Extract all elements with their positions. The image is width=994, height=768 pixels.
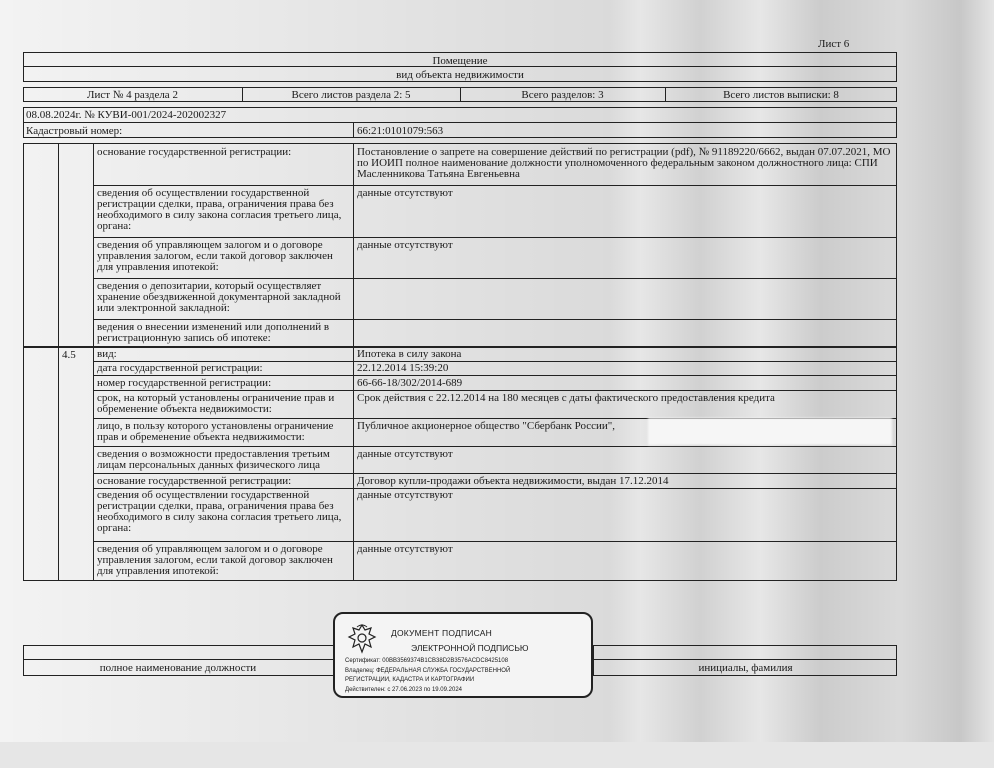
position-label: полное наименование должности bbox=[99, 662, 257, 674]
row-term-label: срок, на который установлены ограничение прав и обременение объекта недвижимости: bbox=[97, 392, 335, 415]
total-section-sheets: Всего листов раздела 2: 5 bbox=[291, 89, 411, 101]
sheet-number: Лист 6 bbox=[818, 38, 850, 50]
row-kind-value: Ипотека в силу закона bbox=[357, 348, 462, 360]
stamp-validity: Действителен: с 27.06.2023 по 19.09.2024 bbox=[345, 687, 462, 693]
total-sections: Всего разделов: 3 bbox=[521, 89, 604, 101]
section-sheet: Лист № 4 раздела 2 bbox=[87, 89, 178, 101]
initials-label: инициалы, фамилия bbox=[698, 662, 793, 674]
digital-signature-stamp bbox=[333, 612, 593, 698]
stamp-title: ДОКУМЕНТ ПОДПИСАН bbox=[391, 628, 492, 638]
object-type-caption: вид объекта недвижимости bbox=[396, 69, 524, 81]
total-extract-sheets: Всего листов выписки: 8 bbox=[723, 89, 839, 101]
record-number: 4.5 bbox=[62, 349, 76, 361]
row-pledge-manager-label: сведения об управляющем залогом и о договоре управления залогом, если такой договор заключен для управления ипотекой: bbox=[97, 239, 333, 273]
cadastral-number-label: Кадастровый номер: bbox=[26, 125, 123, 137]
stamp-owner-2: РЕГИСТРАЦИИ, КАДАСТРА И КАРТОГРАФИИ bbox=[345, 677, 475, 683]
row-registration-basis-value: Постановление о запрете на совершение действий по регистрации (pdf), № 91189220/6662, выдан 07.07.2021, МО по ИОИП полное наименование должности уполномоченного федеральным законом должностного лица: СПИ Масленникова Татьяна Евгеньевна bbox=[357, 146, 891, 180]
row-reg-date-value: 22.12.2014 15:39:20 bbox=[357, 362, 449, 374]
scanner-margin bbox=[0, 742, 994, 768]
row-depositary-label: сведения о депозитарии, который осуществляет хранение обездвиженной документарной закладной или электронной закладной: bbox=[97, 280, 341, 314]
row-changes-label: ведения о внесении изменений или дополнений в регистрационную запись об ипотеке: bbox=[97, 321, 330, 344]
stamp-certificate: Сертификат: 00BB3569374B1CB38D2B3576ACDC8425108 bbox=[345, 658, 509, 664]
row-pledge-manager-value: данные отсутствуют bbox=[357, 239, 453, 251]
row-consent-value: данные отсутствуют bbox=[357, 187, 453, 199]
row-reg-number-label: номер государственной регистрации: bbox=[97, 377, 272, 389]
row-consent-2-label: сведения об осуществлении государственной регистрации сделки, права, ограничения права без необходимого в силу закона согласия третьего лица, органа: bbox=[97, 489, 342, 534]
row-personal-data-label: сведения о возможности предоставления третьим лицам персональных данных физического лица bbox=[97, 448, 330, 471]
object-type-title: Помещение bbox=[432, 55, 488, 67]
cadastral-number-value: 66:21:0101079:563 bbox=[357, 125, 444, 137]
extract-date-number: 08.08.2024г. № КУВИ-001/2024-202002327 bbox=[26, 109, 227, 121]
row-pledge-manager-2-label: сведения об управляющем залогом и о договоре управления залогом, если такой договор заключен для управления ипотекой: bbox=[97, 543, 333, 577]
row-term-value: Срок действия с 22.12.2014 на 180 месяцев с даты фактического предоставления кредита bbox=[357, 392, 775, 404]
row-beneficiary-label: лицо, в пользу которого установлены ограничение прав и обременение объекта недвижимости: bbox=[97, 420, 334, 443]
stamp-subtitle: ЭЛЕКТРОННОЙ ПОДПИСЬЮ bbox=[411, 643, 529, 653]
row-kind-label: вид: bbox=[97, 348, 117, 360]
row-basis-value: Договор купли-продажи объекта недвижимости, выдан 17.12.2014 bbox=[357, 475, 669, 487]
row-pledge-manager-2-value: данные отсутствуют bbox=[357, 543, 453, 555]
row-basis-label: основание государственной регистрации: bbox=[97, 475, 292, 487]
row-reg-date-label: дата государственной регистрации: bbox=[97, 362, 263, 374]
row-registration-basis-label: основание государственной регистрации: bbox=[97, 146, 292, 158]
row-beneficiary-value: Публичное акционерное общество "Сбербанк России", bbox=[357, 420, 616, 432]
coat-of-arms-icon bbox=[345, 622, 379, 656]
row-consent-label: сведения об осуществлении государственной регистрации сделки, права, ограничения права без необходимого в силу закона согласия третьего лица, органа: bbox=[97, 187, 342, 232]
redacted-area bbox=[648, 418, 892, 445]
row-reg-number-value: 66-66-18/302/2014-689 bbox=[357, 377, 463, 389]
row-consent-2-value: данные отсутствуют bbox=[357, 489, 453, 501]
stamp-owner: Владелец: ФЕДЕРАЛЬНАЯ СЛУЖБА ГОСУДАРСТВЕННОЙ bbox=[345, 668, 511, 674]
row-personal-data-value: данные отсутствуют bbox=[357, 448, 453, 460]
